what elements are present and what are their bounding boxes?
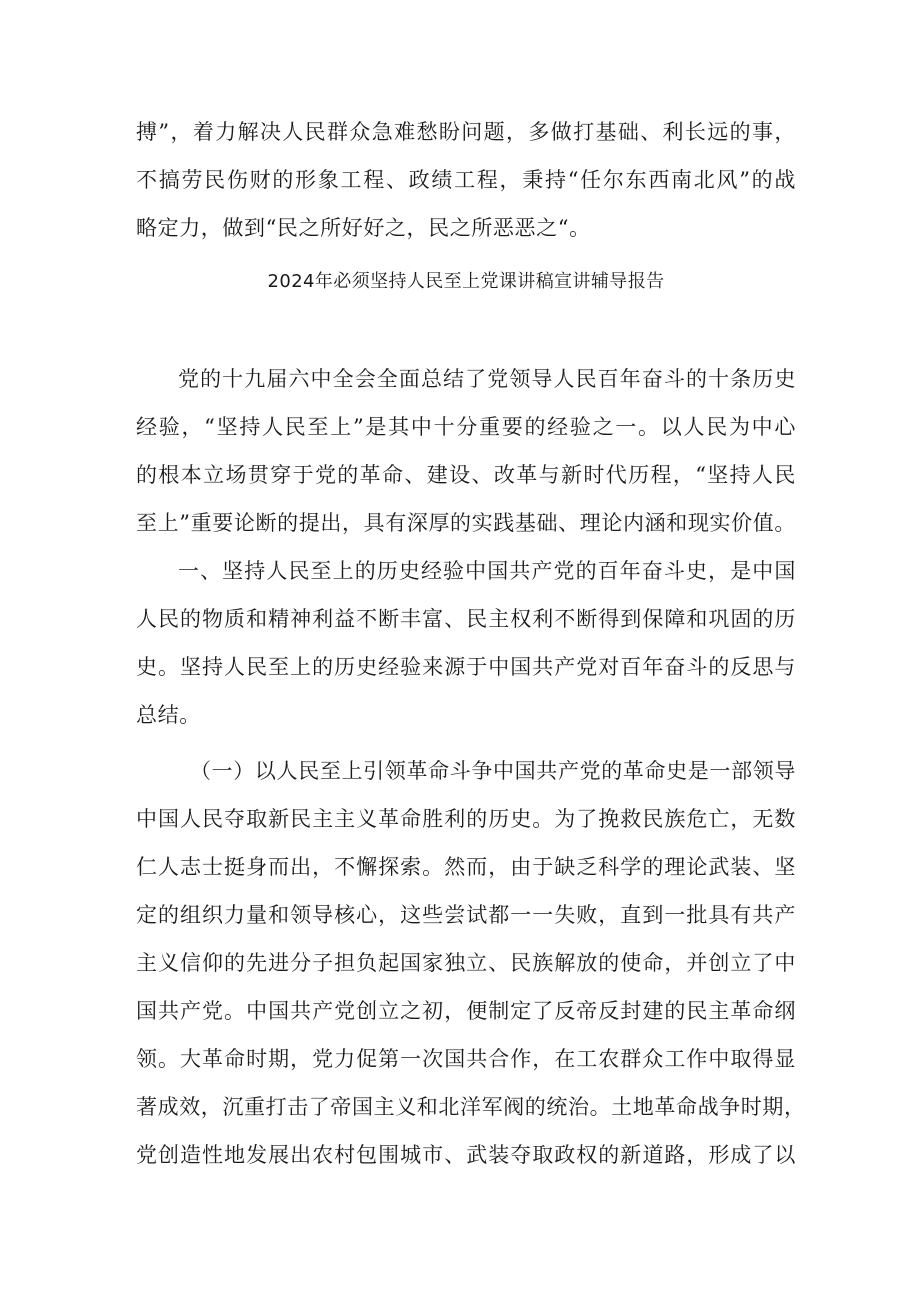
paragraph-line: 著成效，沉重打击了帝国主义和北洋军阀的统治。土地革命战争时期， [136, 1095, 806, 1119]
paragraph-line: 史。坚持人民至上的历史经验来源于中国共产党对百年奋斗的反思与 [136, 655, 796, 679]
paragraph-line: （一）以人民至上引领革命斗争中国共产党的革命史是一部领导 [190, 759, 796, 783]
paragraph-line: 经验，“坚持人民至上”是其中十分重要的经验之一。以人民为中心 [136, 415, 796, 439]
paragraph-line: 仁人志士挺身而出，不懈探索。然而，由于缺乏科学的理论武装、坚 [136, 855, 796, 879]
paragraph-line: 党的十九届六中全会全面总结了党领导人民百年奋斗的十条历史 [178, 367, 796, 391]
paragraph-line: 主义信仰的先进分子担负起国家独立、民族解放的使命，并创立了中 [136, 951, 796, 975]
paragraph-line: 一、坚持人民至上的历史经验中国共产党的百年奋斗史，是中国 [178, 559, 796, 583]
paragraph-line: 党创造性地发展出农村包围城市、武装夺取政权的新道路，形成了以 [136, 1143, 796, 1167]
paragraph-line: 的根本立场贯穿于党的革命、建设、改革与新时代历程，“坚持人民 [136, 463, 796, 487]
paragraph-line: 总结。 [136, 703, 201, 727]
paragraph-line: 中国人民夺取新民主主义革命胜利的历史。为了挽救民族危亡，无数 [136, 807, 796, 831]
paragraph-line: 定的组织力量和领导核心，这些尝试都一一失败，直到一批具有共产 [136, 903, 796, 927]
intro-line: 略定力，做到“民之所好好之，民之所恶恶之“。 [136, 216, 591, 240]
paragraph-line: 至上”重要论断的提出，具有深厚的实践基础、理论内涵和现实价值。 [136, 511, 796, 535]
intro-line: 不搞劳民伤财的形象工程、政绩工程，秉持“任尔东西南北风”的战 [136, 168, 796, 192]
paragraph-line: 国共产党。中国共产党创立之初，便制定了反帝反封建的民主革命纲 [136, 999, 796, 1023]
paragraph-line: 人民的物质和精神利益不断丰富、民主权利不断得到保障和巩固的历 [136, 607, 796, 631]
paragraph-line: 领。大革命时期，党力促第一次国共合作，在工农群众工作中取得显 [136, 1047, 796, 1071]
document-title: 2024年必须坚持人民至上党课讲稿宣讲辅导报告 [267, 271, 665, 292]
intro-line: 搏”，着力解决人民群众急难愁盼问题，多做打基础、利长远的事， [136, 120, 796, 144]
